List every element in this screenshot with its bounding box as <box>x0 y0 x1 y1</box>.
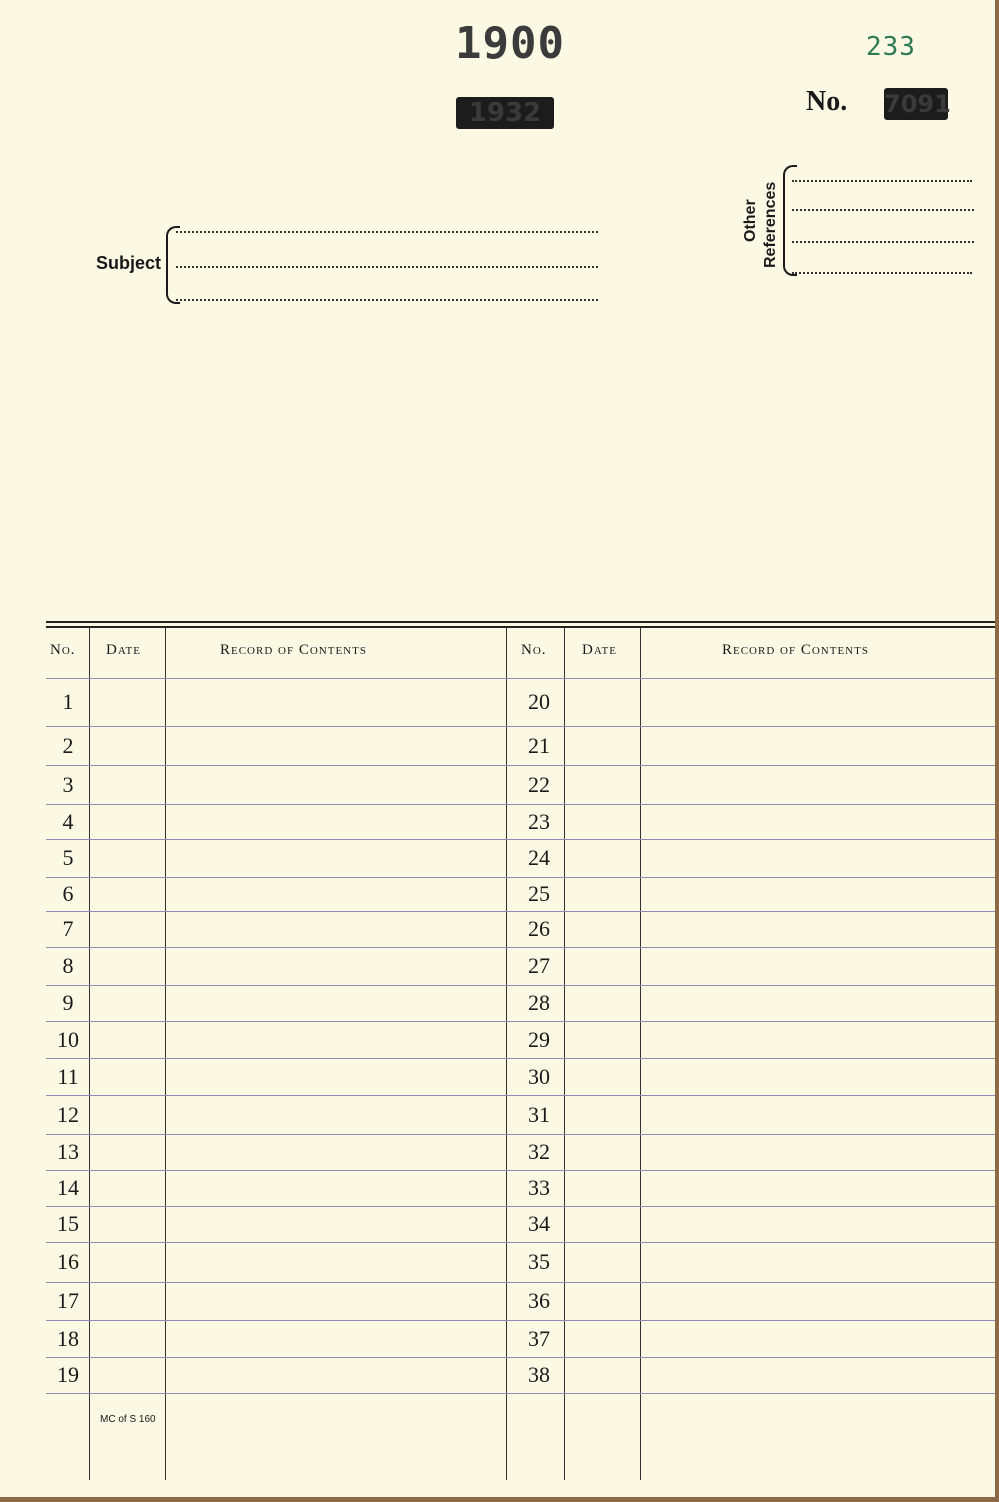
row-number-right: 22 <box>528 771 550 797</box>
header-record-right: Record of Contents <box>722 642 869 658</box>
row-divider <box>46 1170 995 1171</box>
row-number-right: 21 <box>528 732 550 758</box>
column-divider-4 <box>564 628 565 1480</box>
row-number-left: 10 <box>57 1026 79 1052</box>
row-number-left: 16 <box>57 1249 79 1274</box>
row-divider <box>46 985 995 986</box>
table-top-rule-1 <box>46 621 995 623</box>
row-divider <box>46 804 995 805</box>
other-references-label-1: Other <box>742 199 759 242</box>
pencil-number: 233 <box>866 32 916 62</box>
row-number-right: 28 <box>528 990 550 1015</box>
row-number-right: 24 <box>528 845 550 870</box>
row-divider <box>46 765 995 766</box>
other-ref-line-1[interactable] <box>792 180 972 182</box>
other-ref-line-4[interactable] <box>792 272 972 274</box>
row-divider <box>46 1242 995 1243</box>
redacted-file-number: 7091 <box>884 90 951 118</box>
row-divider <box>46 911 995 912</box>
header-date-left: Date <box>106 642 141 658</box>
row-number-left: 12 <box>57 1101 79 1127</box>
row-divider <box>46 726 995 727</box>
subject-line-2[interactable] <box>176 266 598 268</box>
header-no-left: No. <box>50 642 76 658</box>
file-number-label: No. <box>806 86 848 117</box>
row-number-right: 37 <box>528 1325 550 1351</box>
row-number-left: 9 <box>62 990 74 1015</box>
other-references-label-2: References <box>762 181 779 268</box>
table-top-rule-2 <box>46 626 995 628</box>
row-number-right: 36 <box>528 1288 550 1313</box>
row-number-right: 23 <box>528 808 550 834</box>
row-number-right: 38 <box>528 1362 550 1387</box>
year-stamp: 1900 <box>455 18 565 69</box>
subject-line-3[interactable] <box>176 299 598 301</box>
row-number-left: 11 <box>57 1063 79 1089</box>
row-number-left: 18 <box>57 1325 79 1351</box>
other-ref-line-3[interactable] <box>792 241 974 243</box>
column-divider-1 <box>89 628 90 1480</box>
row-divider <box>46 1320 995 1321</box>
row-number-right: 30 <box>528 1063 550 1089</box>
row-number-right: 26 <box>528 916 550 941</box>
header-date-right: Date <box>582 642 617 658</box>
row-divider <box>46 1357 995 1358</box>
row-number-left: 4 <box>62 808 74 834</box>
header-record-left: Record of Contents <box>220 642 367 658</box>
row-number-right: 31 <box>528 1101 550 1127</box>
row-number-right: 32 <box>528 1139 550 1164</box>
row-number-right: 35 <box>528 1249 550 1274</box>
row-number-left: 5 <box>62 845 74 870</box>
subject-label: Subject <box>96 253 162 273</box>
subject-line-1[interactable] <box>176 231 598 233</box>
form-code: MC of S 160 <box>100 1414 156 1425</box>
row-divider <box>46 1282 995 1283</box>
row-number-left: 7 <box>62 916 74 941</box>
row-number-left: 8 <box>62 953 74 978</box>
other-ref-line-2[interactable] <box>792 209 974 211</box>
row-number-right: 27 <box>528 953 550 978</box>
other-references-label <box>740 160 784 270</box>
row-divider <box>46 1134 995 1135</box>
row-number-right: 33 <box>528 1175 550 1200</box>
row-divider <box>46 1058 995 1059</box>
row-number-left: 1 <box>62 689 74 714</box>
row-number-left: 13 <box>57 1139 79 1164</box>
row-number-left: 15 <box>57 1211 79 1236</box>
column-divider-2 <box>165 628 166 1480</box>
header-no-right: No. <box>521 642 547 658</box>
row-number-left: 14 <box>57 1175 79 1200</box>
redacted-year: 1932 <box>456 97 554 129</box>
row-number-left: 19 <box>57 1362 79 1387</box>
column-divider-5 <box>640 628 641 1480</box>
row-number-right: 20 <box>528 689 550 714</box>
row-number-left: 17 <box>57 1288 79 1313</box>
column-divider-3 <box>506 628 507 1480</box>
row-divider <box>46 1095 995 1096</box>
header-underline <box>46 678 995 679</box>
row-number-right: 29 <box>528 1026 550 1052</box>
row-number-left: 6 <box>62 881 74 906</box>
row-number-right: 25 <box>528 881 550 906</box>
row-divider <box>46 947 995 948</box>
row-divider <box>46 1021 995 1022</box>
subject-brace <box>166 226 180 304</box>
row-divider <box>46 1206 995 1207</box>
row-number-left: 3 <box>62 771 74 797</box>
row-divider <box>46 877 995 878</box>
row-divider <box>46 839 995 840</box>
row-number-left: 2 <box>62 732 74 758</box>
row-divider <box>46 1393 995 1394</box>
row-number-right: 34 <box>528 1211 550 1236</box>
